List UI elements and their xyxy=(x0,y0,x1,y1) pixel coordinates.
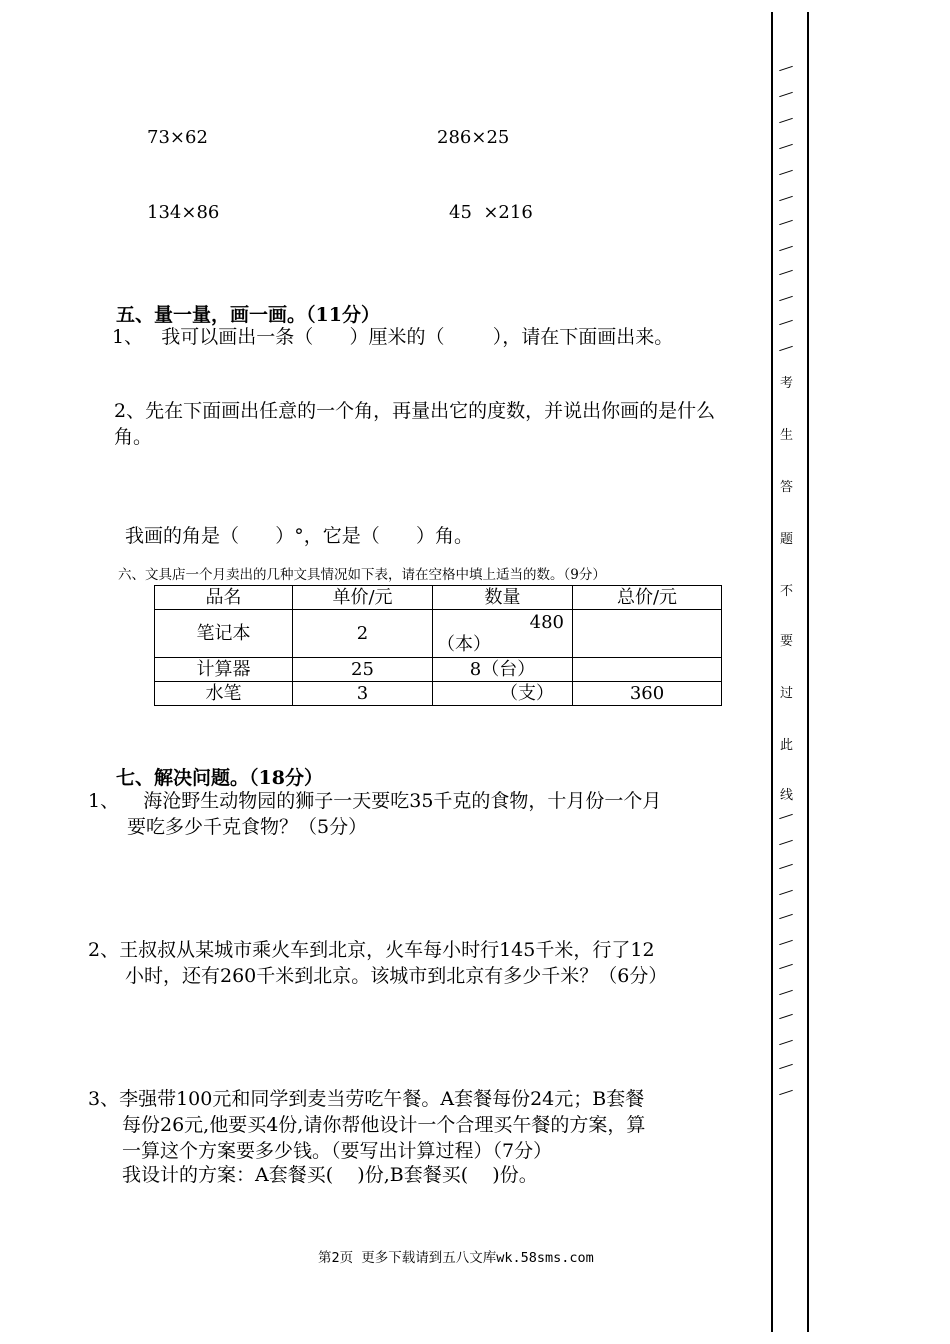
table-cell: 3 xyxy=(293,682,433,706)
section5-answer-line: 我画的角是（ ）°，它是（ ）角。 xyxy=(125,525,473,547)
binding-line-left xyxy=(771,12,773,1332)
table-cell: 360 xyxy=(573,682,722,706)
problem3-line1: 3、李强带100元和同学到麦当劳吃午餐。A套餐每份24元；B套餐 xyxy=(88,1088,645,1110)
binding-dash xyxy=(779,964,793,969)
section7-heading: 七、解决问题。（18分） xyxy=(116,767,323,789)
margin-char: 考 xyxy=(780,376,794,391)
binding-dash xyxy=(779,170,793,175)
table-cell: （支） xyxy=(433,682,573,706)
problem3-line2: 每份26元,他要买4份,请你帮他设计一个合理买午餐的方案，算 xyxy=(122,1114,646,1136)
table-cell xyxy=(573,610,722,658)
binding-dash xyxy=(779,144,793,149)
table-header-row xyxy=(155,586,722,610)
page-footer: 第2页 更多下载请到五八文库wk.58sms.com xyxy=(318,1250,594,1266)
problem1-line2: 要吃多少千克食物？（5分） xyxy=(127,816,368,838)
binding-dash xyxy=(779,1064,793,1069)
binding-dash xyxy=(779,1090,793,1095)
table-cell: 水笔 xyxy=(155,682,293,706)
calc-3: 134×86 xyxy=(147,202,220,223)
binding-dash xyxy=(779,296,793,301)
binding-dash xyxy=(779,118,793,123)
binding-dash xyxy=(779,990,793,995)
table-header: 单价/元 xyxy=(293,586,433,610)
binding-dash xyxy=(779,840,793,845)
problem1-line1: 1、 海沧野生动物园的狮子一天要吃35千克的食物，十月份一个月 xyxy=(88,790,662,812)
section5-heading: 五、量一量，画一画。（11分） xyxy=(116,304,380,326)
table-cell: 8（台） xyxy=(433,658,573,682)
table-header: 总价/元 xyxy=(573,586,722,610)
margin-char: 答 xyxy=(780,480,794,495)
table-cell: 25 xyxy=(293,658,433,682)
problem2-line2: 小时，还有260千米到北京。该城市到北京有多少千米？（6分） xyxy=(125,965,668,987)
binding-dash xyxy=(779,196,793,201)
binding-dash xyxy=(779,270,793,275)
binding-dash xyxy=(779,914,793,919)
section6-heading: 六、文具店一个月卖出的几种文具情况如下表，请在空格中填上适当的数。（9分） xyxy=(118,567,606,583)
qty-unit: （本） xyxy=(437,633,491,655)
binding-dash xyxy=(779,92,793,97)
problem3-line3: 一算这个方案要多少钱。（要写出计算过程）（7分） xyxy=(122,1140,553,1162)
binding-line-right xyxy=(807,12,809,1332)
binding-dash xyxy=(779,66,793,71)
margin-char: 生 xyxy=(780,428,794,443)
binding-dash xyxy=(779,246,793,251)
margin-char: 此 xyxy=(780,738,794,753)
binding-dash xyxy=(779,220,793,225)
table-row xyxy=(155,610,722,658)
binding-dash xyxy=(779,320,793,325)
table-header: 品名 xyxy=(155,586,293,610)
problem3-line4: 我设计的方案：A套餐买( )份,B套餐买( )份。 xyxy=(122,1164,538,1186)
binding-dash xyxy=(779,890,793,895)
table-cell: 2 xyxy=(293,610,433,658)
margin-char: 不 xyxy=(780,584,794,599)
stationery-table xyxy=(154,585,722,706)
binding-dash xyxy=(779,864,793,869)
table-row xyxy=(155,658,722,682)
binding-dash xyxy=(779,814,793,819)
margin-char: 题 xyxy=(780,532,794,547)
binding-dash xyxy=(779,1014,793,1019)
margin-char: 要 xyxy=(780,634,794,649)
table-cell-qty xyxy=(433,610,573,658)
section5-q1: 1、 我可以画出一条（ ）厘米的（ ），请在下面画出来。 xyxy=(112,326,674,348)
margin-char: 过 xyxy=(780,686,794,701)
calc-2: 286×25 xyxy=(437,127,510,148)
table-row xyxy=(155,682,722,706)
table-cell: 计算器 xyxy=(155,658,293,682)
problem2-line1: 2、王叔叔从某城市乘火车到北京，火车每小时行145千米，行了12 xyxy=(88,939,655,961)
table-cell: 笔记本 xyxy=(155,610,293,658)
calc-1: 73×62 xyxy=(147,127,208,148)
table-cell xyxy=(573,658,722,682)
binding-dash xyxy=(779,940,793,945)
binding-dash xyxy=(779,346,793,351)
qty-value: 480 xyxy=(529,611,564,633)
section5-q2-line1: 2、先在下面画出任意的一个角，再量出它的度数，并说出你画的是什么 xyxy=(114,400,716,422)
binding-dash xyxy=(779,1040,793,1045)
section5-q2-line2: 角。 xyxy=(114,426,153,448)
table-header: 数量 xyxy=(433,586,573,610)
margin-char: 线 xyxy=(780,788,794,803)
calc-4: 45 ×216 xyxy=(449,202,533,223)
